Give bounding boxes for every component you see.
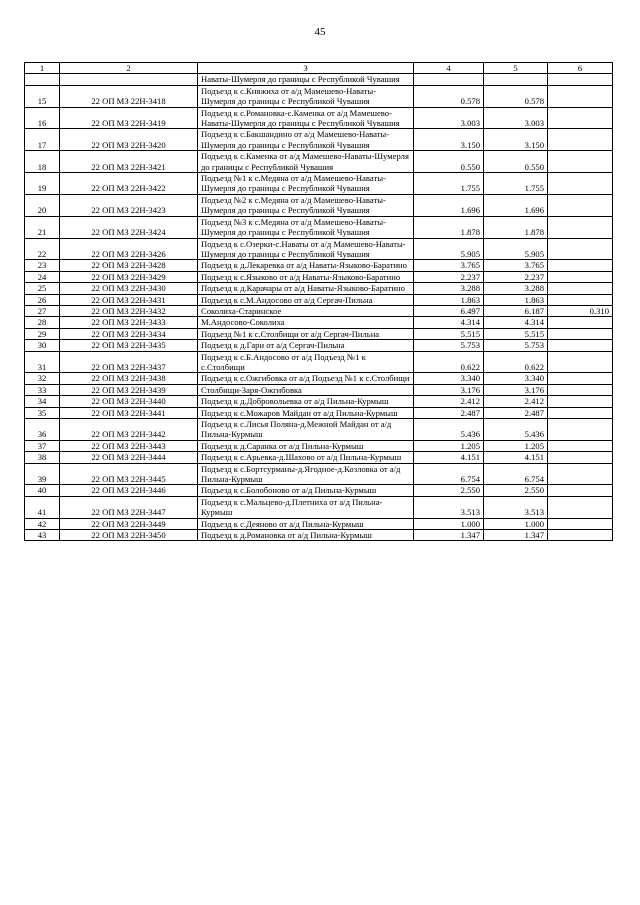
total-length-cell: 1.755 xyxy=(414,173,484,195)
row-number-cell: 29 xyxy=(25,328,60,339)
road-name-cell: Подъезд к д.Гари от а/д Сергач-Пильна xyxy=(198,340,414,351)
table-row xyxy=(25,216,613,238)
column-number: 5 xyxy=(484,63,548,74)
paved-length-cell: 2.550 xyxy=(484,485,548,496)
row-number-cell: 24 xyxy=(25,271,60,282)
other-length-cell xyxy=(548,238,613,260)
road-code-cell: 22 ОП МЗ 22Н-3444 xyxy=(60,452,198,463)
road-code-cell: 22 ОП МЗ 22Н-3449 xyxy=(60,518,198,529)
paved-length-cell: 4.151 xyxy=(484,452,548,463)
table-row xyxy=(25,328,613,339)
row-number-cell: 26 xyxy=(25,294,60,305)
road-name-cell: Столбищи-Заря-Ожгибовка xyxy=(198,384,414,395)
paved-length-cell: 6.754 xyxy=(484,463,548,485)
road-name-cell: Подъезд к с.Каменка от а/д Мамешево-Наваты-Шумерля до границы с Республикой Чувашия xyxy=(198,151,414,173)
paved-length-cell: 1.878 xyxy=(484,216,548,238)
table-row xyxy=(25,194,613,216)
row-number-cell: 19 xyxy=(25,173,60,195)
road-code-cell: 22 ОП МЗ 22Н-3430 xyxy=(60,283,198,294)
road-name-cell: Подъезд к с.Можаров Майдан от а/д Пильна-Курмыш xyxy=(198,407,414,418)
other-length-cell xyxy=(548,173,613,195)
row-number-cell: 43 xyxy=(25,530,60,541)
total-length-cell: 1.878 xyxy=(414,216,484,238)
total-length-cell: 1.347 xyxy=(414,530,484,541)
road-name-cell: Подъезд к с.Бакшандино от а/д Мамешево-Наваты-Шумерля до границы с Республикой Чувашия xyxy=(198,129,414,151)
road-name-cell: Подъезд к с.Б.Андосово от а/д Подъезд №1 к с.Столбищи xyxy=(198,351,414,373)
table-row xyxy=(25,396,613,407)
total-length-cell: 3.176 xyxy=(414,384,484,395)
paved-length-cell: 3.340 xyxy=(484,373,548,384)
other-length-cell xyxy=(548,151,613,173)
row-number-cell: 18 xyxy=(25,151,60,173)
paved-length-cell: 3.288 xyxy=(484,283,548,294)
table-row xyxy=(25,173,613,195)
row-number-cell: 30 xyxy=(25,340,60,351)
column-number: 6 xyxy=(548,63,613,74)
total-length-cell: 4.151 xyxy=(414,452,484,463)
paved-length-cell: 6.187 xyxy=(484,305,548,316)
road-code-cell: 22 ОП МЗ 22Н-3429 xyxy=(60,271,198,282)
total-length-cell: 1.696 xyxy=(414,194,484,216)
road-name-cell: Подъезд к д.Карачары от а/д Наваты-Языково-Баратино xyxy=(198,283,414,294)
table-row xyxy=(25,260,613,271)
road-name-cell: Подъезд №3 к с.Медяна от а/д Мамешево-Наваты-Шумерля до границы с Республикой Чувашия xyxy=(198,216,414,238)
total-length-cell: 0.578 xyxy=(414,85,484,107)
table-row xyxy=(25,419,613,441)
paved-length-cell: 0.578 xyxy=(484,85,548,107)
column-number: 2 xyxy=(60,63,198,74)
table-row xyxy=(25,271,613,282)
other-length-cell xyxy=(548,317,613,328)
total-length-cell: 2.487 xyxy=(414,407,484,418)
table-row xyxy=(25,485,613,496)
row-number-cell: 34 xyxy=(25,396,60,407)
road-code-cell xyxy=(60,74,198,85)
column-number: 4 xyxy=(414,63,484,74)
row-number-cell: 33 xyxy=(25,384,60,395)
row-number-cell: 31 xyxy=(25,351,60,373)
other-length-cell xyxy=(548,419,613,441)
table-row xyxy=(25,107,613,129)
table-row xyxy=(25,317,613,328)
other-length-cell xyxy=(548,85,613,107)
road-code-cell: 22 ОП МЗ 22Н-3419 xyxy=(60,107,198,129)
table-row xyxy=(25,518,613,529)
road-code-cell: 22 ОП МЗ 22Н-3426 xyxy=(60,238,198,260)
road-code-cell: 22 ОП МЗ 22Н-3431 xyxy=(60,294,198,305)
road-name-cell: Подъезд к с.Бортсурманы-д.Ягодное-д.Козловка от а/д Пильна-Курмыш xyxy=(198,463,414,485)
paved-length-cell: 2.412 xyxy=(484,396,548,407)
table-row xyxy=(25,384,613,395)
table-row xyxy=(25,440,613,451)
paved-length-cell: 5.436 xyxy=(484,419,548,441)
road-code-cell: 22 ОП МЗ 22Н-3437 xyxy=(60,351,198,373)
page-number: 45 xyxy=(314,26,326,38)
other-length-cell xyxy=(548,407,613,418)
row-number-cell: 39 xyxy=(25,463,60,485)
total-length-cell: 1.000 xyxy=(414,518,484,529)
total-length-cell: 1.863 xyxy=(414,294,484,305)
total-length-cell: 2.550 xyxy=(414,485,484,496)
road-name-cell: Подъезд к д.Романовка от а/д Пильна-Курмыш xyxy=(198,530,414,541)
row-number-cell: 23 xyxy=(25,260,60,271)
total-length-cell: 5.436 xyxy=(414,419,484,441)
total-length-cell: 6.754 xyxy=(414,463,484,485)
other-length-cell xyxy=(548,107,613,129)
road-code-cell: 22 ОП МЗ 22Н-3442 xyxy=(60,419,198,441)
other-length-cell xyxy=(548,463,613,485)
road-name-cell: Подъезд к с.Болобоново от а/д Пильна-Курмыш xyxy=(198,485,414,496)
table-row xyxy=(25,129,613,151)
total-length-cell: 0.622 xyxy=(414,351,484,373)
total-length-cell: 5.753 xyxy=(414,340,484,351)
row-number-cell: 16 xyxy=(25,107,60,129)
table-row xyxy=(25,85,613,107)
road-code-cell: 22 ОП МЗ 22Н-3447 xyxy=(60,496,198,518)
row-number-cell: 37 xyxy=(25,440,60,451)
road-code-cell: 22 ОП МЗ 22Н-3428 xyxy=(60,260,198,271)
paved-length-cell: 1.347 xyxy=(484,530,548,541)
table-row xyxy=(25,238,613,260)
road-code-cell: 22 ОП МЗ 22Н-3422 xyxy=(60,173,198,195)
paved-length-cell: 2.237 xyxy=(484,271,548,282)
road-code-cell: 22 ОП МЗ 22Н-3424 xyxy=(60,216,198,238)
paved-length-cell: 2.487 xyxy=(484,407,548,418)
road-code-cell: 22 ОП МЗ 22Н-3450 xyxy=(60,530,198,541)
table-row xyxy=(25,463,613,485)
road-registry-table xyxy=(24,62,613,541)
road-code-cell: 22 ОП МЗ 22Н-3435 xyxy=(60,340,198,351)
total-length-cell: 1.205 xyxy=(414,440,484,451)
paved-length-cell: 5.905 xyxy=(484,238,548,260)
row-number-cell: 42 xyxy=(25,518,60,529)
road-code-cell: 22 ОП МЗ 22Н-3443 xyxy=(60,440,198,451)
road-name-cell: Подъезд к д.Саранка от а/д Пильна-Курмыш xyxy=(198,440,414,451)
road-code-cell: 22 ОП МЗ 22Н-3434 xyxy=(60,328,198,339)
road-name-cell: Подъезд к с.Романовка-с.Каменка от а/д Мамешево-Наваты-Шумерля до границы с Республикой Чувашия xyxy=(198,107,414,129)
table-body xyxy=(25,63,613,541)
other-length-cell: 0.310 xyxy=(548,305,613,316)
road-name-cell: Подъезд к д.Добровольевка от а/д Пильна-Курмыш xyxy=(198,396,414,407)
other-length-cell xyxy=(548,373,613,384)
total-length-cell: 0.550 xyxy=(414,151,484,173)
row-number-cell: 22 xyxy=(25,238,60,260)
column-number: 1 xyxy=(25,63,60,74)
other-length-cell xyxy=(548,452,613,463)
table-row xyxy=(25,340,613,351)
table-row xyxy=(25,530,613,541)
paved-length-cell: 1.696 xyxy=(484,194,548,216)
row-number-cell: 32 xyxy=(25,373,60,384)
road-name-cell: Наваты-Шумерля до границы с Республикой Чувашия xyxy=(198,74,414,85)
other-length-cell xyxy=(548,328,613,339)
row-number-cell: 28 xyxy=(25,317,60,328)
paved-length-cell: 1.863 xyxy=(484,294,548,305)
paved-length-cell: 4.314 xyxy=(484,317,548,328)
table-row xyxy=(25,151,613,173)
other-length-cell xyxy=(548,283,613,294)
road-name-cell: Соколиха-Старинское xyxy=(198,305,414,316)
other-length-cell xyxy=(548,496,613,518)
road-name-cell: Подъезд №2 к с.Медяна от а/д Мамешево-Наваты-Шумерля до границы с Республикой Чувашия xyxy=(198,194,414,216)
road-name-cell: Подъезд к с.Ожгибовка от а/д Подъезд №1 к с.Столбищи xyxy=(198,373,414,384)
road-code-cell: 22 ОП МЗ 22Н-3418 xyxy=(60,85,198,107)
table-row xyxy=(25,294,613,305)
row-number-cell: 35 xyxy=(25,407,60,418)
total-length-cell: 3.340 xyxy=(414,373,484,384)
row-number-cell: 21 xyxy=(25,216,60,238)
paved-length-cell: 1.205 xyxy=(484,440,548,451)
total-length-cell: 3.765 xyxy=(414,260,484,271)
total-length-cell: 3.003 xyxy=(414,107,484,129)
total-length-cell: 5.515 xyxy=(414,328,484,339)
row-number-cell: 38 xyxy=(25,452,60,463)
row-number-cell: 15 xyxy=(25,85,60,107)
table-row xyxy=(25,496,613,518)
paved-length-cell: 3.513 xyxy=(484,496,548,518)
road-code-cell: 22 ОП МЗ 22Н-3423 xyxy=(60,194,198,216)
total-length-cell: 2.237 xyxy=(414,271,484,282)
road-name-cell: Подъезд к с.Языково от а/д Наваты-Языково-Баратино xyxy=(198,271,414,282)
table-row xyxy=(25,452,613,463)
row-number-cell: 27 xyxy=(25,305,60,316)
total-length-cell xyxy=(414,74,484,85)
road-code-cell: 22 ОП МЗ 22Н-3440 xyxy=(60,396,198,407)
paved-length-cell: 1.755 xyxy=(484,173,548,195)
other-length-cell xyxy=(548,271,613,282)
total-length-cell: 3.513 xyxy=(414,496,484,518)
road-name-cell: Подъезд к с.Озерки-с.Наваты от а/д Мамешево-Наваты-Шумерля до границы с Республикой Чувашия xyxy=(198,238,414,260)
row-number-cell: 17 xyxy=(25,129,60,151)
table-row xyxy=(25,351,613,373)
road-name-cell: Подъезд к с.Княжиха от а/д Мамешево-Наваты-Шумерля до границы с Республикой Чувашия xyxy=(198,85,414,107)
table-row xyxy=(25,283,613,294)
road-code-cell: 22 ОП МЗ 22Н-3445 xyxy=(60,463,198,485)
other-length-cell xyxy=(548,216,613,238)
road-name-cell: Подъезд к д.Лекаревка от а/д Наваты-Языково-Баратино xyxy=(198,260,414,271)
other-length-cell xyxy=(548,530,613,541)
row-number-cell: 20 xyxy=(25,194,60,216)
road-name-cell: Подъезд к с.М.Андосово от а/д Сергач-Пильна xyxy=(198,294,414,305)
road-name-cell: Подъезд к с.Арьевка-д.Шахово от а/д Пильна-Курмыш xyxy=(198,452,414,463)
paved-length-cell: 1.000 xyxy=(484,518,548,529)
other-length-cell xyxy=(548,74,613,85)
other-length-cell xyxy=(548,440,613,451)
road-code-cell: 22 ОП МЗ 22Н-3421 xyxy=(60,151,198,173)
total-length-cell: 3.288 xyxy=(414,283,484,294)
other-length-cell xyxy=(548,340,613,351)
column-number: 3 xyxy=(198,63,414,74)
road-code-cell: 22 ОП МЗ 22Н-3433 xyxy=(60,317,198,328)
paved-length-cell: 0.550 xyxy=(484,151,548,173)
total-length-cell: 4.314 xyxy=(414,317,484,328)
row-number-cell: 25 xyxy=(25,283,60,294)
road-name-cell: М.Андосово-Соколиха xyxy=(198,317,414,328)
row-number-cell xyxy=(25,74,60,85)
paved-length-cell: 3.150 xyxy=(484,129,548,151)
row-number-cell: 40 xyxy=(25,485,60,496)
road-name-cell: Подъезд к с.Деяново от а/д Пильна-Курмыш xyxy=(198,518,414,529)
other-length-cell xyxy=(548,294,613,305)
paved-length-cell: 3.765 xyxy=(484,260,548,271)
table-row xyxy=(25,407,613,418)
row-number-cell: 36 xyxy=(25,419,60,441)
other-length-cell xyxy=(548,351,613,373)
total-length-cell: 6.497 xyxy=(414,305,484,316)
total-length-cell: 3.150 xyxy=(414,129,484,151)
road-code-cell: 22 ОП МЗ 22Н-3438 xyxy=(60,373,198,384)
total-length-cell: 2.412 xyxy=(414,396,484,407)
road-name-cell: Подъезд к с.Мальцево-д.Плетниха от а/д Пильна-Курмыш xyxy=(198,496,414,518)
paved-length-cell xyxy=(484,74,548,85)
other-length-cell xyxy=(548,384,613,395)
other-length-cell xyxy=(548,194,613,216)
row-number-cell: 41 xyxy=(25,496,60,518)
other-length-cell xyxy=(548,485,613,496)
column-number-row xyxy=(25,63,613,74)
road-code-cell: 22 ОП МЗ 22Н-3441 xyxy=(60,407,198,418)
paved-length-cell: 0.622 xyxy=(484,351,548,373)
road-name-cell: Подъезд №1 к с.Столбищи от а/д Сергач-Пильна xyxy=(198,328,414,339)
paved-length-cell: 5.515 xyxy=(484,328,548,339)
road-code-cell: 22 ОП МЗ 22Н-3432 xyxy=(60,305,198,316)
other-length-cell xyxy=(548,396,613,407)
other-length-cell xyxy=(548,518,613,529)
other-length-cell xyxy=(548,129,613,151)
paved-length-cell: 5.753 xyxy=(484,340,548,351)
total-length-cell: 5.905 xyxy=(414,238,484,260)
road-code-cell: 22 ОП МЗ 22Н-3446 xyxy=(60,485,198,496)
other-length-cell xyxy=(548,260,613,271)
road-name-cell: Подъезд №1 к с.Медяна от а/д Мамешево-Наваты-Шумерля до границы с Республикой Чувашия xyxy=(198,173,414,195)
road-code-cell: 22 ОП МЗ 22Н-3420 xyxy=(60,129,198,151)
table-row xyxy=(25,305,613,316)
road-code-cell: 22 ОП МЗ 22Н-3439 xyxy=(60,384,198,395)
table-row xyxy=(25,74,613,85)
road-name-cell: Подъезд к с.Лисья Поляна-д.Межной Майдан от а/д Пильна-Курмыш xyxy=(198,419,414,441)
paved-length-cell: 3.003 xyxy=(484,107,548,129)
table-row xyxy=(25,373,613,384)
paved-length-cell: 3.176 xyxy=(484,384,548,395)
